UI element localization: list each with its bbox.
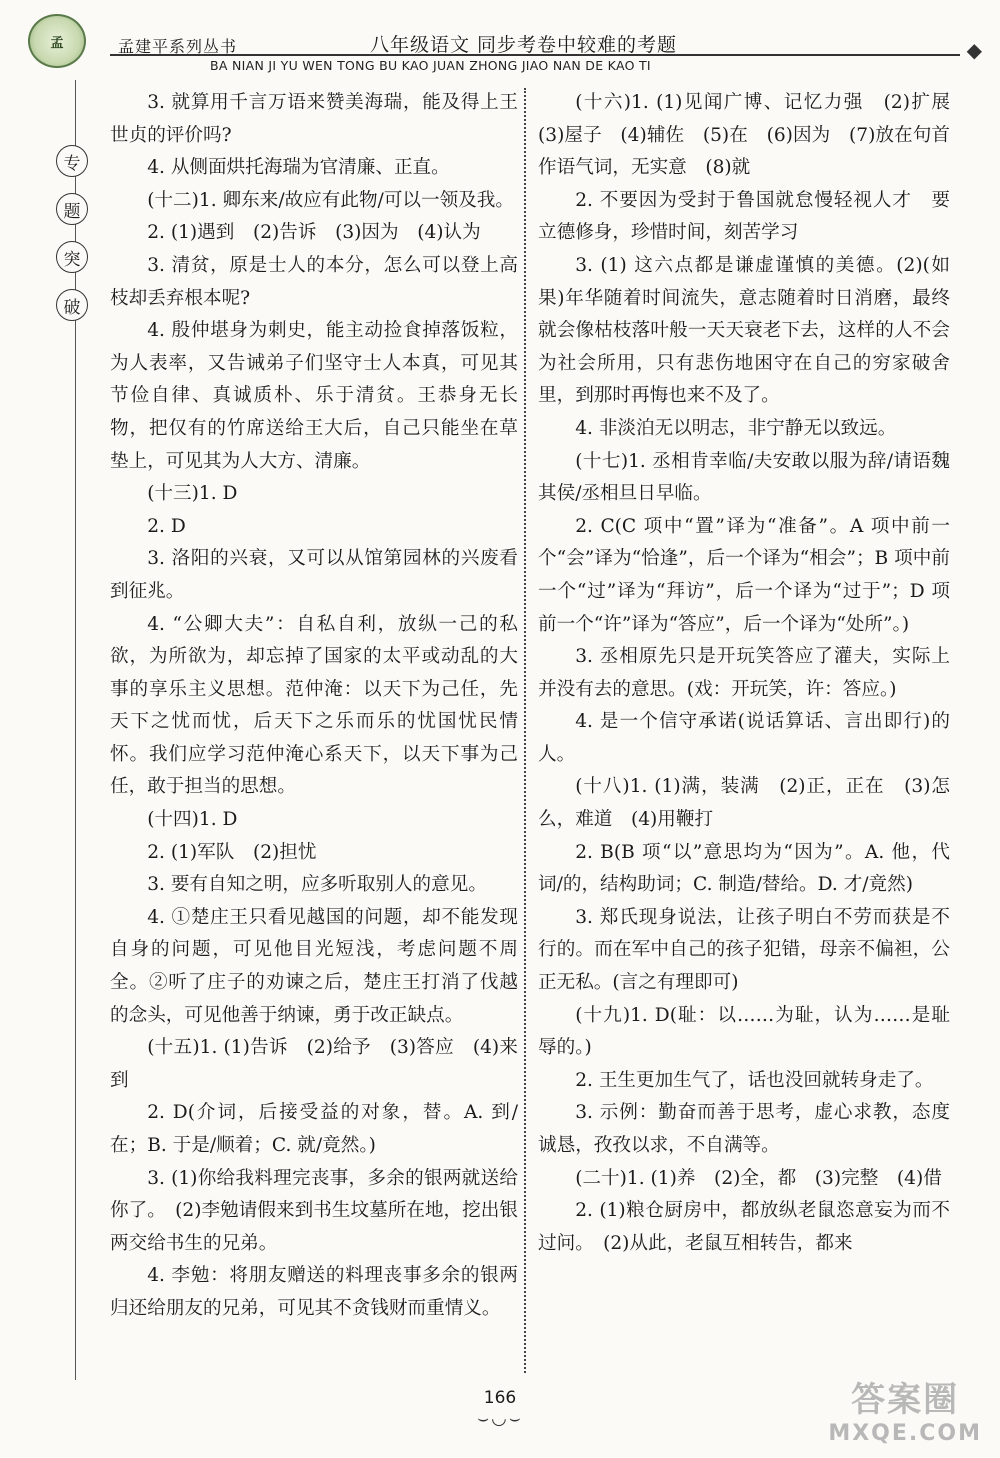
footer-swirl-icon: ⌣◡⌣ — [477, 1408, 523, 1429]
series-logo-icon: 孟 — [28, 14, 86, 68]
answer-paragraph: 2. 王生更加生气了，话也没回就转身走了。 — [575, 1069, 934, 1091]
right-column — [538, 87, 969, 1260]
left-column — [110, 87, 518, 1326]
answer-paragraph: 2. B(B 项“以”意思均为“因为”。A. 他，代词/的，结构助词；C. 制造/替给。D. 才/竟然) — [538, 841, 950, 896]
page-header — [0, 0, 1000, 80]
answer-paragraph: (十三)1. D — [147, 483, 238, 505]
answer-paragraph: 2. (1)遇到 (2)告诉 (3)因为 (4)认为 — [147, 222, 481, 244]
column-divider — [524, 88, 526, 1373]
answer-paragraph: 3. 示例：勤奋而善于思考，虚心求教，态度诚恳，孜孜以求，不自满等。 — [538, 1102, 950, 1156]
watermark — [828, 1372, 982, 1446]
answer-paragraph: 4. 殷仲堪身为刺史，能主动捡食掉落饭粒，为人表率，又告诫弟子们坚守士人本真，可见其节俭自律、真诚质朴、乐于清贫。王恭身无长物，把仅有的竹席送给王大后，自己只能坐在草垫上，可见其为人大方、清廉。 — [110, 320, 518, 472]
answer-paragraph: 2. D — [147, 515, 186, 537]
answer-paragraph: 4. 非淡泊无以明志，非宁静无以致远。 — [575, 417, 897, 439]
answer-paragraph: 2. (1)军队 (2)担忧 — [147, 841, 317, 863]
answer-paragraph: 2. (1)粮仓厨房中，都放纵老鼠恣意妄为而不过问。 (2)从此，老鼠互相转告，都来 — [538, 1200, 950, 1254]
answer-paragraph: 4. 是一个信守承诺(说话算话、言出即行)的人。 — [538, 711, 950, 765]
answer-paragraph: 3. 洛阳的兴衰，又可以从馆第园林的兴废看到征兆。 — [110, 548, 518, 602]
answer-paragraph: 3. (1)你给我料理完丧事，多余的银两就送给你了。 (2)李勉请假来到书生坟墓所在地，挖出银两交给书生的兄弟。 — [110, 1167, 518, 1254]
answer-paragraph: 2. D(介词，后接受益的对象，替。A. 到/在；B. 于是/顺着；C. 就/竟然。) — [110, 1102, 518, 1156]
book-title-pinyin: BA NIAN JI YU WEN TONG BU KAO JUAN ZHONG JIAO NAN DE KAO TI — [210, 58, 651, 73]
side-tag: 题 — [56, 193, 88, 225]
page-number: 166 — [483, 1388, 517, 1408]
answer-paragraph: 4. 李勉：将朋友赠送的料理丧事多余的银两归还给朋友的兄弟，可见其不贪钱财而重情义。 — [110, 1265, 518, 1319]
answer-paragraph: (十二)1. 卿东来/故应有此物/可以一领及我。 — [147, 189, 514, 211]
answer-paragraph: (十九)1. D(耻：以……为耻，认为……是耻辱的。) — [538, 1004, 950, 1059]
answer-paragraph: 4. ①楚庄王只看见越国的问题，却不能发现自身的问题，可见他目光短浅，考虑问题不周全。②听了庄子的劝谏之后，楚庄王打消了伐越的念头，可见他善于纳谏，勇于改正缺点。 — [110, 906, 518, 1026]
answer-paragraph: 3. 郑氏现身说法，让孩子明白不劳而获是不行的。而在军中自己的孩子犯错，母亲不偏袒，公正无私。(言之有理即可) — [538, 906, 950, 994]
answer-paragraph: 3. 丞相原先只是开玩笑答应了灌夫，实际上并没有去的意思。(戏：开玩笑，许：答应。) — [538, 646, 950, 700]
answer-paragraph: (十四)1. D — [147, 809, 238, 831]
answer-paragraph: 3. 要有自知之明，应多听取别人的意见。 — [147, 874, 487, 896]
answer-paragraph: (二十)1. (1)养 (2)全，都 (3)完整 (4)借 — [575, 1167, 942, 1189]
answer-paragraph: (十七)1. 丞相肯幸临/夫安敢以服为辞/请语魏其侯/丞相旦日早临。 — [538, 450, 950, 505]
watermark-url: MXQE.COM — [828, 1421, 982, 1446]
watermark-logo-text: 答案圈 — [851, 1380, 960, 1420]
answer-paragraph: 3. 就算用千言万语来赞美海瑞，能及得上王世贞的评价吗? — [110, 92, 518, 146]
series-name: 孟建平系列丛书 — [118, 37, 238, 56]
side-tags — [56, 145, 96, 337]
answer-paragraph: 4. “公卿大夫”：自私自利，放纵一己的私欲，为所欲为，却忘掉了国家的太平或动乱的大事的享乐主义思想。范仲淹：以天下为己任，先天下之忧而忧，后天下之乐而乐的忧国忧民情怀。我们应学习范仲淹心系天下，以天下事为己任，敢于担当的思想。 — [110, 613, 518, 798]
header-rule — [110, 54, 960, 56]
answer-paragraph: (十六)1. (1)见闻广博、记忆力强 (2)扩展 (3)屋子 (4)辅佐 (5)在 (6)因为 (7)放在句首作语气词，无实意 (8)就 — [538, 92, 969, 179]
side-tag: 专 — [56, 145, 88, 177]
answer-paragraph: 2. 不要因为受封于鲁国就怠慢轻视人才 要立德修身，珍惜时间，刻苦学习 — [538, 189, 950, 244]
answer-paragraph: 3. (1) 这六点都是谦虚谨慎的美德。(2)(如果)年华随着时间流失，意志随着时日消磨，最终就会像枯枝落叶般一天天衰老下去，这样的人不会为社会所用，只有悲伤地困守在自己的穷家破舍里，到那时再悔也来不及了。 — [538, 254, 950, 407]
answer-paragraph: 3. 清贫，原是士人的本分，怎么可以登上高枝却丢弃根本呢? — [110, 254, 518, 309]
corner-ornament-icon: ◆ — [966, 38, 982, 62]
answer-paragraph: (十八)1. (1)满，装满 (2)正，正在 (3)怎么，难道 (4)用鞭打 — [538, 776, 950, 831]
answer-paragraph: (十五)1. (1)告诉 (2)给予 (3)答应 (4)来到 — [110, 1037, 518, 1091]
side-tag: 突 — [56, 241, 88, 273]
book-title: 八年级语文 同步考卷中较难的考题 — [370, 34, 678, 56]
answer-paragraph: 2. C(C 项中“置”译为“准备”。A 项中前一个“会”译为“恰逢”，后一个译为“相会”；B 项中前一个“过”译为“拜访”，后一个译为“过于”；D 项前一个“许”译为“答应”，后一个译为“处所”。) — [538, 515, 950, 635]
side-tag: 破 — [56, 289, 88, 321]
answer-paragraph: 4. 从侧面烘托海瑞为官清廉、正直。 — [147, 157, 450, 179]
